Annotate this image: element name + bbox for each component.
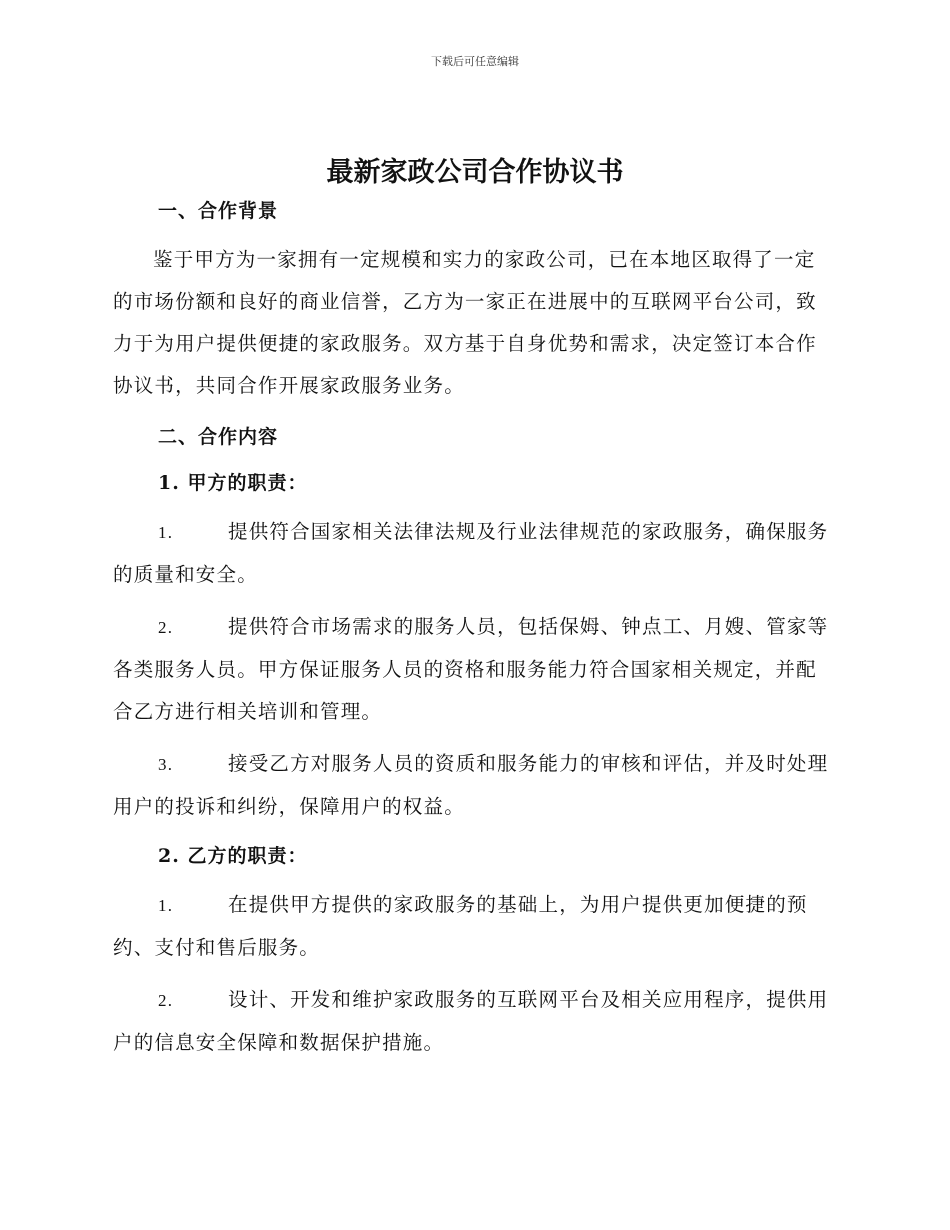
page-header: 下载后可任意编辑 bbox=[431, 55, 519, 68]
subheading-party-b: 2. 乙方的职责： bbox=[158, 845, 308, 867]
item-text: 接受乙方对服务人员的资质和服务能力的审核和评估，并及时处理用户的投诉和纠纷，保障用户的权益。 bbox=[113, 752, 829, 818]
item-number: 1. bbox=[158, 523, 174, 542]
list-item bbox=[113, 511, 831, 596]
subheading-party-a: 1. 甲方的职责： bbox=[158, 472, 308, 494]
item-number: 2. bbox=[158, 991, 174, 1010]
list-item bbox=[113, 979, 831, 1064]
item-text: 设计、开发和维护家政服务的互联网平台及相关应用程序，提供用户的信息安全保障和数据保护措施。 bbox=[113, 988, 829, 1054]
item-text: 提供符合国家相关法律法规及行业法律规范的家政服务，确保服务的质量和安全。 bbox=[113, 520, 829, 586]
document-body bbox=[113, 193, 831, 1064]
item-text: 提供符合市场需求的服务人员，包括保姆、钟点工、月嫂、管家等各类服务人员。甲方保证服务人员的资格和服务能力符合国家相关规定，并配合乙方进行相关培训和管理。 bbox=[113, 615, 829, 723]
document-title: 最新家政公司合作协议书 bbox=[326, 157, 624, 188]
item-number: 1. bbox=[158, 896, 174, 915]
item-number: 3. bbox=[158, 755, 174, 774]
background-paragraph: 鉴于甲方为一家拥有一定规模和实力的家政公司，已在本地区取得了一定的市场份额和良好的商业信誉，乙方为一家正在进展中的互联网平台公司，致力于为用户提供便捷的家政服务。双方基于自身优势和需求，决定签订本合作协议书，共同合作开展家政服务业务。 bbox=[113, 248, 817, 397]
list-item bbox=[113, 743, 831, 828]
item-text: 在提供甲方提供的家政服务的基础上，为用户提供更加便捷的预约、支付和售后服务。 bbox=[113, 893, 808, 959]
list-item bbox=[113, 606, 831, 733]
item-number: 2. bbox=[158, 618, 174, 637]
section-heading-content: 二、合作内容 bbox=[158, 426, 279, 448]
list-item bbox=[113, 884, 831, 969]
section-heading-background: 一、合作背景 bbox=[158, 200, 279, 222]
